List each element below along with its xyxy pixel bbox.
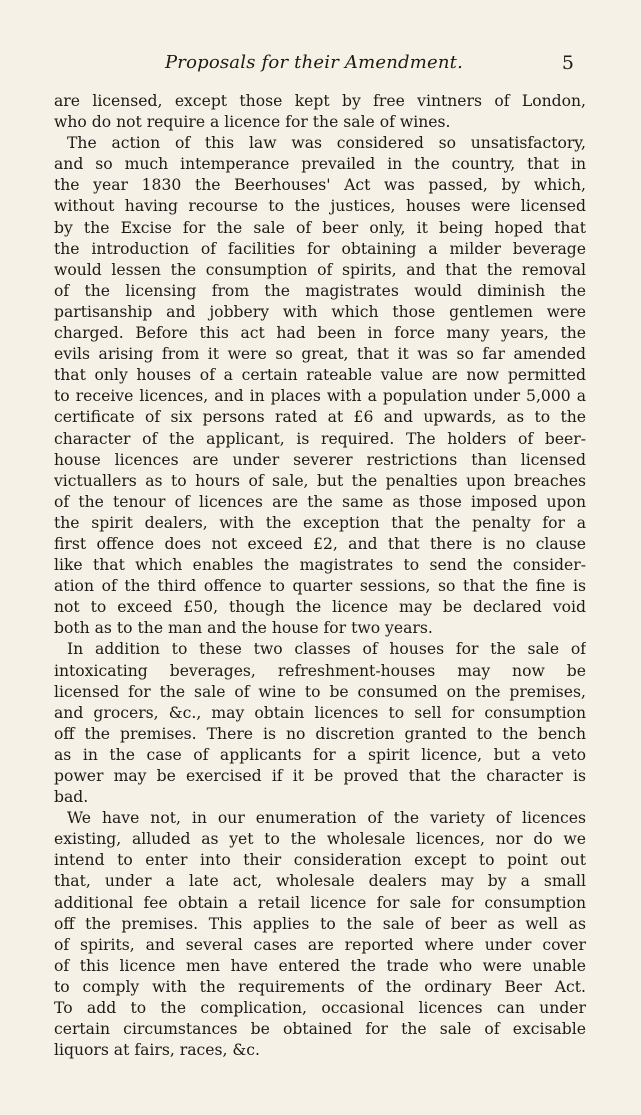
text-line: To add to the complication, occasional licences can under: [54, 999, 586, 1018]
text-line: by the Excise for the sale of beer only, it being hoped that: [54, 218, 586, 237]
body-text: [54, 91, 586, 1061]
text-line: of spirits, and several cases are reported where under cover: [54, 935, 586, 954]
text-line: and so much intemperance prevailed in the country, that in: [54, 155, 586, 174]
text-line: both as to the man and the house for two years.: [54, 619, 433, 638]
text-line: The action of this law was considered so unsatisfactory,: [67, 134, 586, 153]
text-line: partisanship and jobbery with which those gentlemen were: [54, 302, 586, 321]
running-title: Proposals for their Amendment.: [164, 52, 464, 73]
text-line: existing, alluded as yet to the wholesale licences, nor do we: [54, 830, 586, 849]
text-line: without having recourse to the justices, houses were licensed: [54, 197, 586, 216]
page-number: 5: [561, 52, 574, 74]
text-line: of the tenour of licences are the same as those imposed upon: [54, 492, 586, 511]
text-line: like that which enables the magistrates to send the consider-: [54, 556, 586, 575]
text-line: We have not, in our enumeration of the variety of licences: [67, 809, 586, 828]
text-line: not to exceed £50, though the licence may be declared void: [54, 598, 586, 617]
text-line: of the licensing from the magistrates would diminish the: [54, 281, 586, 300]
text-line: of this licence men have entered the trade who were unable: [54, 956, 586, 975]
page-header: [54, 50, 574, 78]
text-line: who do not require a licence for the sale of wines.: [54, 113, 451, 132]
text-line: liquors at fairs, races, &c.: [54, 1041, 260, 1060]
text-line: house licences are under severer restrictions than licensed: [54, 450, 586, 469]
text-line: would lessen the consumption of spirits, and that the removal: [54, 260, 586, 279]
text-line: the spirit dealers, with the exception that the penalty for a: [54, 513, 586, 532]
text-line: power may be exercised if it be proved that the character is: [54, 767, 586, 785]
text-line: certain circumstances be obtained for the sale of excisable: [54, 1020, 586, 1039]
text-line: are licensed, except those kept by free vintners of London,: [54, 92, 586, 110]
text-line: and grocers, &c., may obtain licences to sell for consumption: [54, 703, 586, 722]
text-line: the introduction of facilities for obtaining a milder beverage: [54, 239, 586, 258]
text-line: first offence does not exceed £2, and that there is no clause: [54, 534, 586, 553]
text-line: as in the case of applicants for a spirit licence, but a veto: [54, 745, 586, 764]
text-line: that only houses of a certain rateable value are now permitted: [54, 366, 586, 385]
text-line: evils arising from it were so great, that it was so far amended: [54, 345, 586, 364]
text-line: off the premises. There is no discretion granted to the bench: [54, 724, 586, 743]
text-line: In addition to these two classes of houses for the sale of: [67, 640, 586, 659]
text-line: off the premises. This applies to the sale of beer as well as: [54, 914, 586, 933]
text-line: that, under a late act, wholesale dealers may by a small: [54, 872, 586, 891]
text-line: victuallers as to hours of sale, but the penalties upon breaches: [54, 471, 586, 490]
text-line: ation of the third offence to quarter sessions, so that the fine is: [54, 577, 586, 596]
text-line: to receive licences, and in places with a population under 5,000 a: [54, 387, 586, 406]
text-line: intend to enter into their consideration except to point out: [54, 851, 586, 870]
text-line: character of the applicant, is required. The holders of beer-: [54, 429, 586, 448]
text-line: charged. Before this act had been in force many years, the: [54, 324, 586, 343]
text-line: intoxicating beverages, refreshment-houses may now be: [54, 661, 586, 680]
text-line: to comply with the requirements of the ordinary Beer Act.: [54, 977, 586, 996]
text-line: certificate of six persons rated at £6 and upwards, as to the: [54, 408, 586, 427]
text-line: additional fee obtain a retail licence for sale for consumption: [54, 893, 586, 912]
text-line: the year 1830 the Beerhouses' Act was passed, by which,: [54, 176, 586, 195]
text-line: bad.: [54, 788, 89, 807]
text-line: licensed for the sale of wine to be consumed on the premises,: [54, 682, 586, 701]
